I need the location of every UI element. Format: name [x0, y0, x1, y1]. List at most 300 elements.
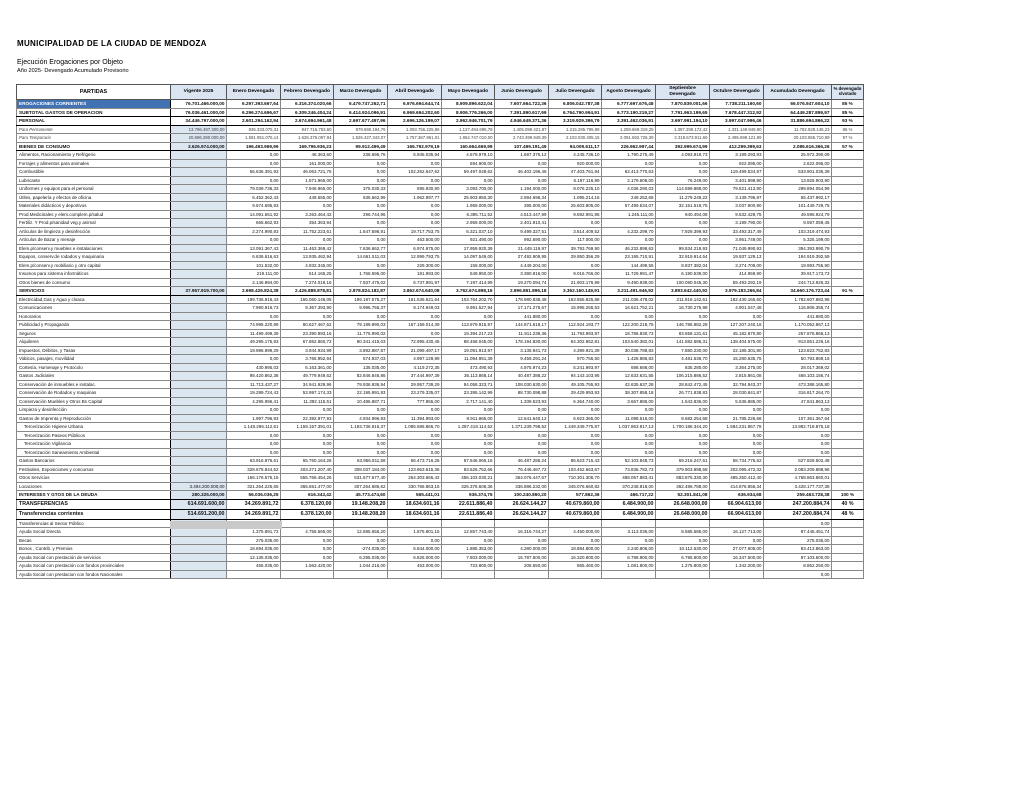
cell-month: 0,00 — [281, 545, 334, 554]
cell-acumulado: 194.919.392,59 — [764, 253, 832, 262]
cell-vigente: 3.626.974.000,00 — [171, 142, 227, 151]
cell-month: 11.713.437,27 — [227, 380, 281, 389]
column-header: Marzo Devengado — [334, 85, 388, 100]
cell-acumulado: 107.361.367,64 — [764, 414, 832, 423]
cell-month: 307.264.686,62 — [334, 482, 388, 491]
cell-month: 2.674.694.961,48 — [281, 117, 334, 126]
cell-month: 0,00 — [710, 536, 764, 545]
cell-month: 4.997.129,99 — [388, 355, 442, 364]
cell-month: 166.792.979,19 — [388, 142, 442, 151]
cell-acumulado: 247.200.884,74 — [764, 509, 832, 519]
cell-month: 6.976.694.644,74 — [388, 100, 442, 109]
table-row — [17, 509, 864, 519]
cell-month: 7.990.916,73 — [227, 304, 281, 313]
row-label: SERVICIOS — [17, 287, 171, 296]
cell-month: 485.260.412,40 — [710, 474, 764, 483]
cell-month: 15.995.255,53 — [549, 304, 602, 313]
cell-month: 565.441,01 — [388, 491, 442, 500]
cell-month: 1.127.494.695,78 — [442, 125, 495, 134]
cell-month: 160.664.669,99 — [442, 142, 495, 151]
cell-month: 6.378.120,00 — [281, 509, 334, 519]
table-row — [17, 270, 864, 279]
cell-acumulado: 83.413.863,00 — [764, 545, 832, 554]
table-row — [17, 545, 864, 554]
cell-month: 296.744,96 — [334, 210, 388, 219]
cell-month: 392.999.674,99 — [656, 142, 710, 151]
cell-month: 9.592.991,95 — [549, 210, 602, 219]
cell-month: 1.563.420,00 — [281, 562, 334, 571]
cell-month: 27.492.909,95 — [495, 253, 549, 262]
cell-month: 308.037.184,00 — [334, 465, 388, 474]
cell-percent — [832, 474, 864, 483]
cell-month: 531.677.677,40 — [334, 474, 388, 483]
cell-vigente: 37.957.919.700,00 — [171, 287, 227, 296]
table-row — [17, 553, 864, 562]
cell-month: 66.473.716,26 — [388, 457, 442, 466]
cell-month: 3.319.929.396,79 — [549, 117, 602, 126]
cell-acumulado: 101.449.729,75 — [764, 202, 832, 211]
cell-month: 196.493.969,99 — [227, 142, 281, 151]
cell-acumulado: 473.388.165,80 — [764, 380, 832, 389]
cell-vigente — [171, 363, 227, 372]
cell-month: 114.599.888,00 — [656, 185, 710, 194]
cell-percent: 85 % — [832, 108, 864, 117]
cell-month: 38.307.858,18 — [602, 389, 656, 398]
cell-month: 0,00 — [227, 355, 281, 364]
cell-month: 47.403.761,94 — [549, 168, 602, 177]
cell-month: 2.696.126.199,07 — [388, 117, 442, 126]
cell-month: 208.650,00 — [495, 562, 549, 571]
cell-acumulado: 0,00 — [764, 431, 832, 440]
cell-month: 2.319.673.911,69 — [656, 134, 710, 143]
table-row — [17, 159, 864, 168]
cell-acumulado: 87.445.451,74 — [764, 528, 832, 537]
cell-month: 1.093.756.225,96 — [388, 125, 442, 134]
table-row — [17, 227, 864, 236]
cell-month: 11.752.223,61 — [281, 227, 334, 236]
cell-month: 535.662,99 — [334, 193, 388, 202]
cell-month: 79.039.736,33 — [227, 185, 281, 194]
cell-month: 101.532,00 — [227, 261, 281, 270]
table-row — [17, 528, 864, 537]
cell-percent: 100 % — [832, 491, 864, 500]
cell-month: 3.274.709,00 — [710, 261, 764, 270]
cell-month: 108.030.630,00 — [495, 380, 549, 389]
table-row — [17, 363, 864, 372]
cell-month: 979.690.194,76 — [334, 125, 388, 134]
row-label: Lubricante — [17, 176, 171, 185]
cell-month: 7.636.662,77 — [334, 244, 388, 253]
cell-month: 4.119.272,35 — [388, 363, 442, 372]
cell-month: 3.762.674.898,16 — [442, 287, 495, 296]
cell-month: 0,00 — [549, 312, 602, 321]
cell-month: 4.755.565,00 — [281, 528, 334, 537]
cell-month: 16.127.713,00 — [710, 528, 764, 537]
cell-month: 4.449.204,00 — [495, 261, 549, 270]
table-row — [17, 134, 864, 143]
table-row — [17, 397, 864, 406]
cell-month: 3.862.674.640,08 — [388, 287, 442, 296]
cell-month: 199.197.575,27 — [334, 295, 388, 304]
cell-month: 456.103.030,21 — [442, 474, 495, 483]
report-title: MUNICIPALIDAD DE LA CIUDAD DE MENDOZA — [17, 39, 207, 48]
cell-percent — [832, 440, 864, 449]
cell-month: 0,00 — [549, 536, 602, 545]
cell-vigente — [171, 210, 227, 219]
table-row — [17, 117, 864, 126]
cell-vigente — [171, 562, 227, 571]
cell-month: 11.279.249,22 — [656, 193, 710, 202]
cell-month: 19.148.208,20 — [334, 509, 388, 519]
column-header: Febrero Devengado — [281, 85, 334, 100]
cell-month: 0,00 — [710, 406, 764, 415]
cell-month: 0,00 — [281, 553, 334, 562]
cell-month: 0,00 — [334, 448, 388, 457]
table-row — [17, 295, 864, 304]
cell-month: 9.674.695,93 — [227, 202, 281, 211]
cell-month: 4.679.979,10 — [442, 151, 495, 160]
cell-vigente — [171, 270, 227, 279]
cell-month: 364.076.447,67 — [495, 474, 549, 483]
cell-month: 3.765.952,94 — [281, 355, 334, 364]
cell-month: 9.499.327,51 — [495, 227, 549, 236]
cell-vigente — [171, 414, 227, 423]
cell-month: 5.945.035,94 — [388, 151, 442, 160]
cell-month: 22.611.886,40 — [442, 509, 495, 519]
column-header: Abril Devengado — [388, 85, 442, 100]
cell-percent — [832, 431, 864, 440]
cell-month: 1.371.239.798,52 — [495, 423, 549, 432]
cell-vigente — [171, 244, 227, 253]
cell-month: 9.016.766,00 — [549, 270, 602, 279]
cell-month: 2.717.141,40 — [442, 397, 495, 406]
cell-month: 6.452.362,43 — [227, 193, 281, 202]
cell-month: 379.903.898,58 — [656, 465, 710, 474]
cell-percent — [832, 219, 864, 228]
cell-month: 0,00 — [334, 168, 388, 177]
cell-month: 22.195.991,93 — [334, 389, 388, 398]
cell-month: 3.211.491.946,92 — [602, 287, 656, 296]
cell-month: 449.555,00 — [281, 193, 334, 202]
cell-month: 19.270.094,74 — [495, 278, 549, 287]
cell-month: 328.675.844,52 — [227, 465, 281, 474]
row-label: Insumos para sistema informáticos — [17, 270, 171, 279]
cell-month: 0,00 — [495, 440, 549, 449]
cell-month: 26.624.144,27 — [495, 509, 549, 519]
table-row — [17, 253, 864, 262]
cell-month: 4.232.299,70 — [602, 227, 656, 236]
table-row — [17, 536, 864, 545]
cell-month: 0,00 — [334, 440, 388, 449]
cell-vigente — [171, 389, 227, 398]
cell-month: 26.648.000,00 — [656, 499, 710, 509]
cell-percent — [832, 193, 864, 202]
cell-month: 1.037.863.817,13 — [602, 423, 656, 432]
cell-month: 32.794.943,37 — [710, 380, 764, 389]
cell-month: 66.904.613,00 — [710, 509, 764, 519]
cell-month: 414.959,90 — [710, 270, 764, 279]
cell-acumulado: 123.823.752,83 — [764, 346, 832, 355]
cell-month: 8.682.254,68 — [656, 414, 710, 423]
cell-month: 0,00 — [388, 210, 442, 219]
cell-month: 0,00 — [334, 261, 388, 270]
cell-acumulado: 259.463.728,38 — [764, 491, 832, 500]
cell-month: 19.148.208,20 — [334, 499, 388, 509]
report-subtitle-2: Año 2025- Devengado Acumulado Provisorio — [17, 68, 129, 74]
cell-month: 0,00 — [602, 448, 656, 457]
cell-month: 166.176.575,16 — [227, 474, 281, 483]
cell-month: 3.979.183.266,84 — [710, 287, 764, 296]
row-label: Materiales didácticos y deportivos — [17, 202, 171, 211]
cell-percent — [832, 176, 864, 185]
cell-month — [495, 519, 549, 528]
cell-month: 58.734.776,62 — [710, 457, 764, 466]
cell-month: 79.936.936,94 — [334, 380, 388, 389]
cell-month: 1.215.295.795,98 — [549, 125, 602, 134]
cell-month: 6.378.120,00 — [281, 499, 334, 509]
row-label: Alquileres — [17, 338, 171, 347]
cell-month: 264.303.665,42 — [388, 474, 442, 483]
cell-month: 0,00 — [388, 219, 442, 228]
row-label: Útiles, papelería y efectos de oficina — [17, 193, 171, 202]
cell-month: 103.764.202,70 — [442, 295, 495, 304]
cell-percent — [832, 168, 864, 177]
table-row — [17, 414, 864, 423]
cell-acumulado: 533.901.035,39 — [764, 168, 832, 177]
cell-percent — [832, 338, 864, 347]
cell-month: 76.446.467,72 — [495, 465, 549, 474]
cell-month: 18.634.601,16 — [388, 509, 442, 519]
row-label: Ayuda Social con prestacion con fondos Nacionales — [17, 570, 171, 579]
cell-month — [710, 519, 764, 528]
cell-vigente — [171, 168, 227, 177]
cell-month: 12.135.035,00 — [227, 553, 281, 562]
cell-month: 16.347.500,00 — [710, 553, 764, 562]
table-row — [17, 287, 864, 296]
cell-month: 6.395.711,52 — [442, 210, 495, 219]
cell-month: 9.076.225,10 — [549, 185, 602, 194]
cell-month: 936.333.075,31 — [227, 125, 281, 134]
cell-vigente — [171, 465, 227, 474]
cell-percent: 93 % — [832, 117, 864, 126]
cell-vigente — [171, 423, 227, 432]
cell-month: 34.269.891,72 — [227, 509, 281, 519]
cell-month: 100.240.860,20 — [495, 491, 549, 500]
cell-month: 466.717,22 — [602, 491, 656, 500]
cell-vigente — [171, 474, 227, 483]
cell-vigente — [171, 457, 227, 466]
cell-month: 6.773.190.219,27 — [602, 108, 656, 117]
cell-month: 39.793.769,90 — [549, 244, 602, 253]
row-label: Uniformes y equipos para el personal — [17, 185, 171, 194]
cell-month: 0,00 — [656, 536, 710, 545]
cell-month: 0,00 — [334, 202, 388, 211]
cell-month: 0,00 — [602, 219, 656, 228]
cell-month: 430.995,03 — [227, 363, 281, 372]
cell-acumulado: 8.862.250,00 — [764, 562, 832, 571]
row-label: Transferencias al Sector Público — [17, 519, 171, 528]
cell-acumulado: 2.086.616.366,26 — [764, 142, 832, 151]
cell-month: 29.950.356,29 — [549, 253, 602, 262]
cell-month: 52.301.841,08 — [656, 491, 710, 500]
row-label: Tercerización Saneamiento Ambiental — [17, 448, 171, 457]
cell-percent: 85 % — [832, 100, 864, 109]
cell-month: 0,00 — [442, 406, 495, 415]
cell-month: 574.937,03 — [334, 355, 388, 364]
table-row — [17, 185, 864, 194]
cell-acumulado: 116.806.355,74 — [764, 304, 832, 313]
row-label: Locaciones — [17, 482, 171, 491]
cell-month: 19.394.217,23 — [442, 329, 495, 338]
cell-acumulado: 267.876.866,13 — [764, 329, 832, 338]
cell-vigente: 3.494.200.000,00 — [171, 482, 227, 491]
table-row — [17, 338, 864, 347]
cell-month: 15.280.635,75 — [710, 355, 764, 364]
cell-percent: 91 % — [832, 287, 864, 296]
row-label: TRANSFERENCIAS — [17, 499, 171, 509]
cell-month: 119.499.534,97 — [710, 168, 764, 177]
cell-percent: 97 % — [832, 134, 864, 143]
cell-month: 23.279.335,07 — [388, 389, 442, 398]
cell-month: 3.263.464,42 — [281, 210, 334, 219]
cell-percent — [832, 151, 864, 160]
cell-month: 0,00 — [710, 431, 764, 440]
cell-month: 3.139.796,97 — [710, 193, 764, 202]
cell-month: 0,00 — [710, 448, 764, 457]
cell-month: 28.030.841,87 — [710, 389, 764, 398]
row-label: PERSONAL — [17, 117, 171, 126]
cell-month: 1.287.418.114,52 — [442, 423, 495, 432]
row-label: Tercerización Vigilancia — [17, 440, 171, 449]
cell-month: 202.095.472,32 — [710, 465, 764, 474]
cell-month: 6.777.697.676,48 — [602, 100, 656, 109]
cell-month: 46.232.898,63 — [602, 244, 656, 253]
table-row — [17, 355, 864, 364]
report-subtitle: Ejecución Erogaciones por Objeto — [17, 59, 123, 66]
cell-month: 73.836.782,73 — [602, 465, 656, 474]
cell-month: 144.499,55 — [602, 261, 656, 270]
row-label: Tercerización Paseos Públicos — [17, 431, 171, 440]
cell-month: 370.248.818,00 — [602, 482, 656, 491]
cell-month: 33.493.317,49 — [710, 227, 764, 236]
cell-percent — [832, 562, 864, 571]
cell-month: 45.182.870,80 — [710, 329, 764, 338]
row-label: Festivales, Exposiciones y concursos — [17, 465, 171, 474]
cell-month: 1.259.669.319,25 — [602, 125, 656, 134]
cell-month: 11.392.115,51 — [281, 397, 334, 406]
cell-month: 0,00 — [442, 536, 495, 545]
cell-vigente — [171, 431, 227, 440]
cell-month: 40.679.860,00 — [549, 509, 602, 519]
table-row — [17, 380, 864, 389]
cell-month: 102.262.647,62 — [388, 168, 442, 177]
cell-month: 0,00 — [334, 312, 388, 321]
cell-month: 112.924.193,77 — [549, 321, 602, 330]
cell-month: 17.959.920,39 — [442, 244, 495, 253]
cell-month: 414.876.856,34 — [710, 482, 764, 491]
cell-month — [334, 570, 388, 579]
row-label: Prod.Medicinales y elem.complem.p/salud — [17, 210, 171, 219]
cell-month: 0,00 — [656, 236, 710, 245]
cell-month: 0,00 — [388, 176, 442, 185]
cell-month: 0,00 — [281, 202, 334, 211]
cell-month: 19.717.753,75 — [388, 227, 442, 236]
cell-month: 226.962.997,44 — [602, 142, 656, 151]
cell-month: 23.390.993,16 — [281, 329, 334, 338]
table-row — [17, 329, 864, 338]
column-header: Junio Devengado — [495, 85, 549, 100]
cell-month: 0,00 — [334, 236, 388, 245]
cell-month: 2.815.861,08 — [710, 372, 764, 381]
cell-acumulado: 49.595.924,79 — [764, 210, 832, 219]
row-label: Gastos Judiciales — [17, 372, 171, 381]
row-label: Para Permanente — [17, 125, 171, 134]
cell-month: 8.911.865,00 — [442, 414, 495, 423]
column-header: % devengado s/votado — [832, 85, 864, 100]
cell-acumulado: 64.449.287.899,97 — [764, 108, 832, 117]
cell-month: 1.543.836,00 — [656, 397, 710, 406]
cell-month: 1.647.596,91 — [334, 227, 388, 236]
table-row — [17, 570, 864, 579]
cell-month: 883.876.330,30 — [656, 474, 710, 483]
cell-month: 0,00 — [227, 448, 281, 457]
cell-month: 0,00 — [495, 406, 549, 415]
cell-month: 0,00 — [227, 159, 281, 168]
cell-month: 17.171.275,67 — [495, 304, 549, 313]
cell-month: 14.091.651,92 — [227, 210, 281, 219]
cell-acumulado: 11.782.828.145,23 — [764, 125, 832, 134]
cell-month: 723.800,00 — [442, 562, 495, 571]
row-label: Otros Servicios — [17, 474, 171, 483]
cell-month: 375.030,33 — [334, 185, 388, 194]
cell-month: 1.700.186.344,20 — [656, 423, 710, 432]
row-label: Para Temporario — [17, 134, 171, 143]
row-label: Elem.p/conserv.y muebles e instalaciones — [17, 244, 171, 253]
cell-month: 40.679.860,00 — [549, 499, 602, 509]
cell-month: 441.880,00 — [495, 312, 549, 321]
row-label: Gastos de Imprenta y Reproducción — [17, 414, 171, 423]
cell-acumulado: 55.437.992,17 — [764, 193, 832, 202]
cell-month: 6.969.694.202,60 — [388, 108, 442, 117]
cell-acumulado: 0,00 — [764, 440, 832, 449]
cell-month: 698.688,00 — [602, 363, 656, 372]
cell-month: 0,00 — [281, 431, 334, 440]
cell-percent — [832, 253, 864, 262]
cell-month: 777.955,00 — [388, 397, 442, 406]
cell-percent — [832, 227, 864, 236]
cell-month: 94.009.611,17 — [549, 142, 602, 151]
cell-month: 1.342.200,00 — [710, 562, 764, 571]
cell-month: 2.959.000,00 — [442, 219, 495, 228]
cell-acumulado: 103.319.474,93 — [764, 227, 832, 236]
table-row — [17, 491, 864, 500]
row-label: Equipos, conserv.de rodados y maquinaria — [17, 253, 171, 262]
cell-month: 595.930,90 — [388, 185, 442, 194]
cell-month: 12.685.656,20 — [334, 528, 388, 537]
cell-month: 72.995.430,45 — [388, 338, 442, 347]
cell-month: 19.299.724,43 — [227, 389, 281, 398]
cell-month: 2.896.861.896,18 — [495, 287, 549, 296]
cell-month: 7.937.475,02 — [334, 278, 388, 287]
column-header-partidas: PARTIDAS — [17, 85, 171, 100]
cell-month: 2.274.990,93 — [227, 227, 281, 236]
cell-month: 1.193.736.915,37 — [334, 423, 388, 432]
cell-month: 76.249,00 — [656, 176, 710, 185]
table-row — [17, 482, 864, 491]
cell-month: 3.390.916,00 — [495, 270, 549, 279]
cell-vigente: 280.325.000,00 — [171, 491, 227, 500]
cell-month: 1.526.427.343,07 — [334, 134, 388, 143]
